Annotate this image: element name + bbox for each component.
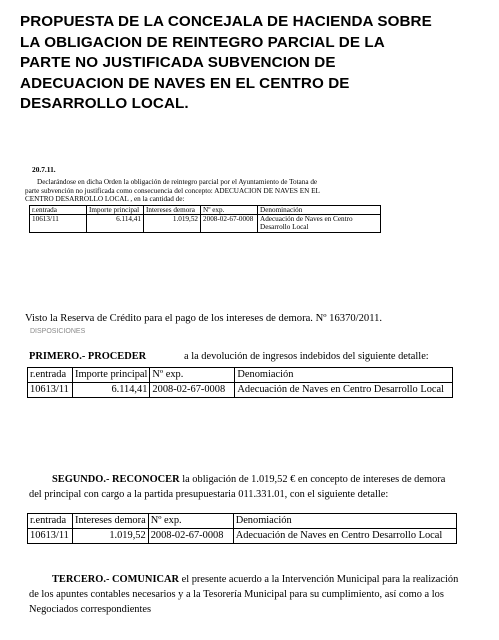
table-header-cell: Intereses demora: [144, 206, 201, 215]
table-cell: Adecuación de Naves en Centro Desarrollo Local: [235, 383, 453, 398]
title-line: LA OBLIGACION DE REINTEGRO PARCIAL DE LA: [20, 33, 385, 51]
table-header-cell: r.entrada: [28, 368, 73, 383]
table-header-cell: Denomiación: [235, 368, 453, 383]
primero-label: PRIMERO.- PROCEDER: [29, 351, 147, 362]
title-line: PROPUESTA DE LA CONCEJALA DE HACIENDA SOBRE: [20, 13, 432, 30]
table-row: [28, 383, 453, 398]
table-cell: 2008-02-67-0008: [148, 529, 233, 544]
segundo-text-continued: del principal con cargo a la partida presupuestaria 011.331.01, con el siguiente detalle:: [29, 489, 389, 500]
table-cell: 10613/11: [28, 383, 73, 398]
table-row: [28, 529, 457, 544]
table-cell: 6.114,41: [73, 383, 150, 398]
excerpt-table: [29, 205, 381, 233]
tercero-text-continued: de los apuntes contables necesarios y a la Tesorería Municipal para su cumplimiento, así como a los: [29, 589, 444, 600]
tercero-text-continued: Negociados correspondientes: [29, 604, 152, 615]
table-cell: 2008-02-67-0008: [201, 215, 258, 232]
table-header-cell: Denomiación: [233, 514, 456, 529]
tercero-text: el presente acuerdo a la Intervención Municipal para la realización: [181, 574, 459, 585]
excerpt-paragraph: [25, 178, 455, 204]
primero-paragraph: [29, 351, 429, 362]
table-header-cell: Importe principal: [87, 206, 144, 215]
segundo-text: la obligación de 1.019,52 € en concepto de intereses de demora: [182, 474, 446, 485]
table-cell: 2008-02-67-0008: [150, 383, 235, 398]
table-cell: Adecuación de Naves en Centro Desarrollo Local: [258, 215, 381, 232]
table-header-cell: r.entrada: [30, 206, 87, 215]
disposiciones-heading: DISPOSICIONES: [30, 328, 86, 335]
table-header-cell: Intereses demora: [73, 514, 149, 529]
title-line: PARTE NO JUSTIFICADA SUBVENCION DE: [20, 54, 336, 71]
excerpt-line: Declarándose en dicha Orden la obligación de reintegro parcial por el Ayuntamiento de Totana de: [37, 178, 318, 186]
table-cell: 1.019,52: [144, 215, 201, 232]
table-cell: 10613/11: [28, 529, 73, 544]
table-header-row: [28, 368, 453, 383]
excerpt-line: parte subvención no justificada como consecuencia del concepto: ADECUACION DE NAVES EN EL: [25, 186, 320, 195]
excerpt-date: 20.7.11.: [32, 165, 56, 174]
table-header-row: [30, 206, 381, 215]
segundo-label: SEGUNDO.- RECONOCER: [52, 474, 180, 485]
segundo-table: [27, 513, 457, 544]
segundo-paragraph: [52, 474, 445, 485]
table-header-cell: r.entrada: [28, 514, 73, 529]
table-header-row: [28, 514, 457, 529]
table-cell: 6.114,41: [87, 215, 144, 232]
table-header-cell: Importe principal: [73, 368, 150, 383]
table-header-cell: Denominación: [258, 206, 381, 215]
table-cell: 1.019,52: [73, 529, 149, 544]
title-line: ADECUACION DE NAVES EN EL CENTRO DE: [20, 74, 350, 92]
table-header-cell: Nº exp.: [148, 514, 233, 529]
primero-text: a la devolución de ingresos indebidos del siguiente detalle:: [184, 351, 429, 362]
table-row: [30, 215, 381, 232]
table-cell: 10613/11: [30, 215, 87, 232]
table-cell: Adecuación de Naves en Centro Desarrollo Local: [233, 529, 456, 544]
visto-paragraph: Visto la Reserva de Crédito para el pago de los intereses de demora. Nº 16370/2011.: [25, 313, 383, 324]
table-header-cell: Nº exp.: [150, 368, 235, 383]
primero-table: [27, 367, 453, 398]
table-header-cell: Nº exp.: [201, 206, 258, 215]
excerpt-line: CENTRO DESARROLLO LOCAL , en la cantidad de:: [25, 195, 185, 204]
document-title: [20, 12, 485, 115]
tercero-paragraph: [52, 574, 458, 585]
tercero-label: TERCERO.- COMUNICAR: [52, 574, 179, 585]
title-line: DESARROLLO LOCAL.: [20, 95, 189, 112]
